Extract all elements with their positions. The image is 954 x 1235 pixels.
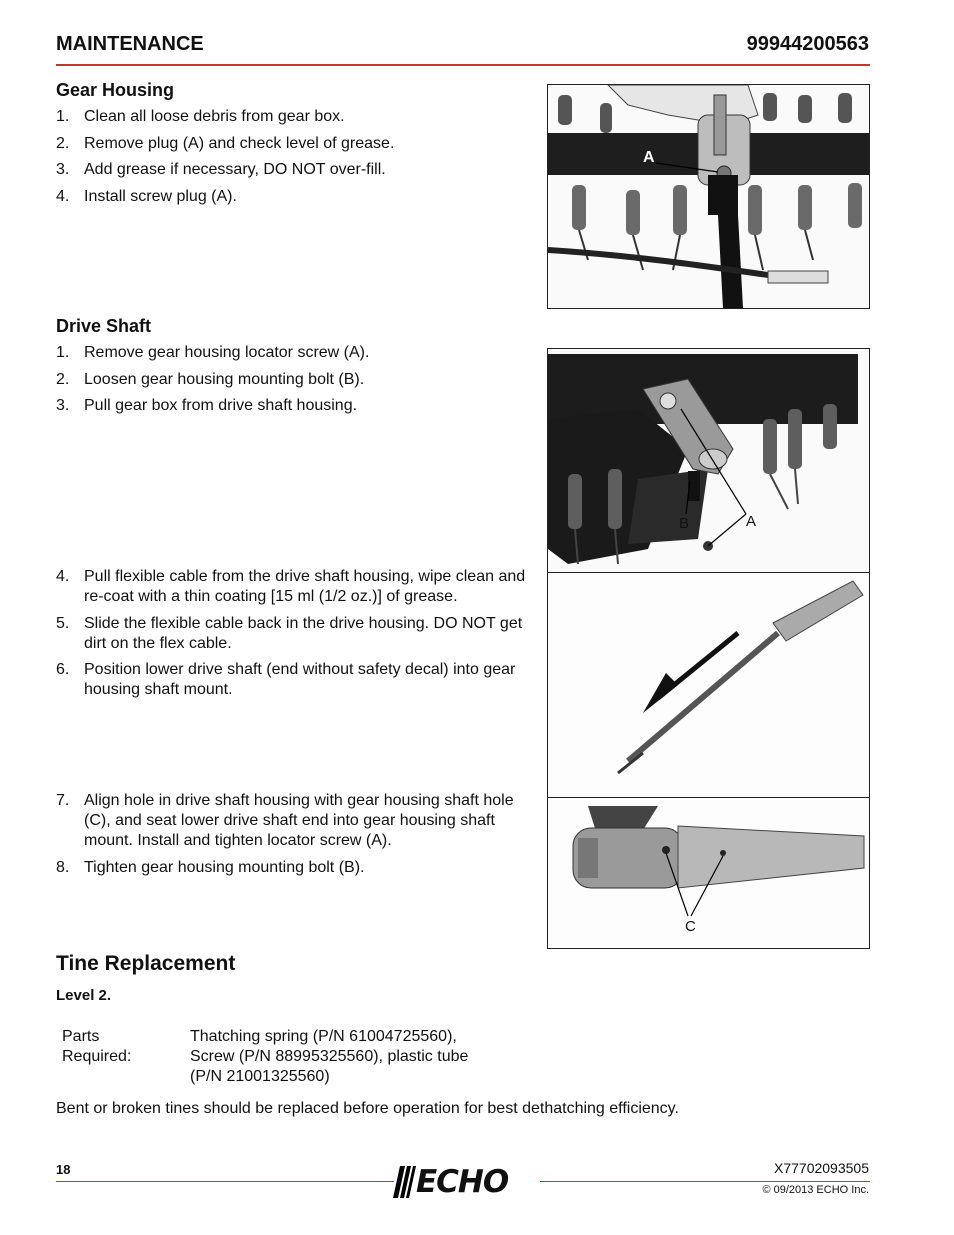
drive-shaft-heading: Drive Shaft [56,316,152,336]
parts-line-1: Thatching spring (P/N 61004725560), [190,1028,457,1045]
callout-a: A [643,149,655,166]
level-label: Level 2. [56,987,112,1004]
list-item: 3. Pull gear box from drive shaft housing. [56,397,358,414]
list-item: 8. Tighten gear housing mounting bolt (B). [56,858,365,876]
shaft-hole-illustration [548,798,869,948]
list-item: 4. Pull flexible cable from the drive shaft housing, wipe clean and re-coat with a thin coating [15 ml (1/2 oz.)] of grease. [56,568,526,605]
page-number: 18 [56,1162,71,1177]
tine-replacement-heading: Tine Replacement [56,952,236,975]
header-rule [56,64,870,66]
footer-copyright: © 09/2013 ECHO Inc. [762,1184,869,1196]
parts-line-3: (P/N 21001325560) [190,1068,330,1085]
list-item: 1. Remove gear housing locator screw (A). [56,344,370,361]
drive-shaft-steps-1 [56,343,526,423]
parts-label-2: Required: [62,1048,132,1065]
list-item: 6. Position lower drive shaft (end without safety decal) into gear housing shaft mount. [56,661,516,698]
callout-a2: A [746,513,757,530]
list-item: 5. Slide the flexible cable back in the drive housing. DO NOT get dirt on the flex cable. [56,614,523,652]
drive-shaft-photo-2 [547,572,870,798]
parts-line-2: Screw (P/N 88995325560), plastic tube [190,1048,469,1065]
document-number: 99944200563 [746,33,869,55]
drive-shaft-photo-3 [547,797,870,949]
list-item: 7. Align hole in drive shaft housing with gear housing shaft hole (C), and seat lower drive shaft end into gear housing shaft mount. Install and tighten locator screw (A). [56,792,514,849]
callout-c: C [685,918,696,935]
echo-logo: ECHO [392,1163,538,1201]
drive-shaft-steps-2 [56,567,526,707]
gear-housing-photo [547,84,870,309]
gear-housing-illustration [548,85,869,308]
flex-cable-illustration [548,573,869,797]
footer-rule-right [540,1181,870,1182]
list-item: 2. Remove plug (A) and check level of grease. [56,134,395,152]
footer-rule-left [56,1181,394,1182]
parts-label-1: Parts [62,1028,100,1045]
footer-part-number: X77702093505 [774,1160,869,1176]
gear-box-illustration [548,349,869,572]
list-item: 3. Add grease if necessary, DO NOT over-fill. [56,161,386,178]
gear-housing-heading: Gear Housing [56,80,175,100]
list-item: 4. Install screw plug (A). [56,187,237,205]
list-item: 2. Loosen gear housing mounting bolt (B). [56,370,365,388]
list-item: 1. Clean all loose debris from gear box. [56,108,345,125]
drive-shaft-photo-1 [547,348,870,573]
callout-b: B [679,515,690,532]
drive-shaft-steps-3 [56,791,526,884]
gear-housing-steps [56,107,526,213]
section-title: MAINTENANCE [56,33,204,55]
tine-note: Bent or broken tines should be replaced before operation for best dethatching efficiency. [56,1100,679,1117]
